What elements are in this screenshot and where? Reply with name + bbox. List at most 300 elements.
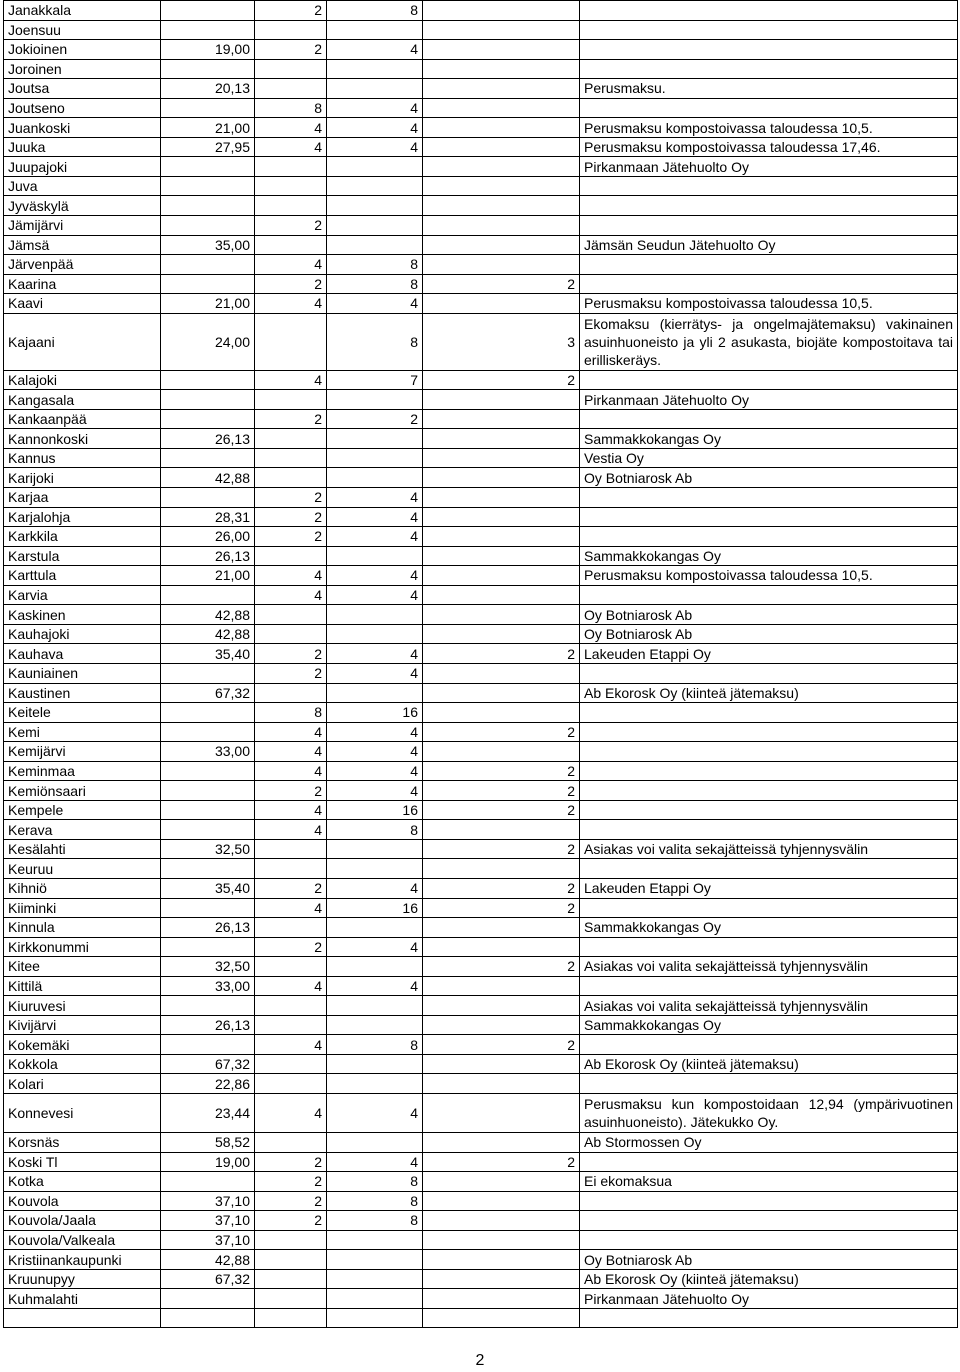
fee-cell [161, 703, 255, 723]
col-a-cell: 4 [255, 1093, 327, 1132]
fee-cell: 37,10 [161, 1230, 255, 1250]
note-cell [580, 488, 958, 508]
fee-cell: 67,32 [161, 1269, 255, 1289]
table-row [4, 255, 958, 275]
col-a-cell: 2 [255, 1191, 327, 1211]
col-a-cell: 4 [255, 370, 327, 390]
fee-cell: 32,50 [161, 839, 255, 859]
municipality-cell: Jämsä [4, 235, 161, 255]
fee-cell [161, 370, 255, 390]
table-row [4, 1211, 958, 1231]
col-a-cell [255, 1269, 327, 1289]
col-a-cell [255, 1054, 327, 1074]
table-row [4, 118, 958, 138]
fee-cell: 19,00 [161, 1152, 255, 1172]
col-b-cell [327, 468, 423, 488]
municipality-cell: Kinnula [4, 918, 161, 938]
col-b-cell: 4 [327, 566, 423, 586]
col-c-cell [423, 40, 580, 60]
col-b-cell: 4 [327, 1152, 423, 1172]
municipality-cell: Kannonkoski [4, 429, 161, 449]
col-b-cell: 7 [327, 370, 423, 390]
col-c-cell [423, 98, 580, 118]
note-cell: Perusmaksu. [580, 79, 958, 99]
col-b-cell [327, 859, 423, 879]
col-a-cell: 2 [255, 937, 327, 957]
col-a-cell: 2 [255, 40, 327, 60]
col-b-cell [327, 1074, 423, 1094]
table-body [4, 1, 958, 1328]
table-row [4, 820, 958, 840]
fee-cell [161, 1308, 255, 1328]
table-row [4, 918, 958, 938]
municipality-cell: Kalajoki [4, 370, 161, 390]
note-cell: Asiakas voi valita sekajätteissä tyhjennysvälin [580, 996, 958, 1016]
col-a-cell [255, 20, 327, 40]
col-b-cell: 4 [327, 781, 423, 801]
table-row [4, 409, 958, 429]
table-row [4, 722, 958, 742]
col-b-cell: 8 [327, 1211, 423, 1231]
municipality-cell: Joensuu [4, 20, 161, 40]
note-cell: Ab Stormossen Oy [580, 1132, 958, 1152]
col-a-cell: 8 [255, 703, 327, 723]
note-cell [580, 40, 958, 60]
col-c-cell: 2 [423, 274, 580, 294]
municipality-cell: Juva [4, 176, 161, 196]
col-b-cell: 16 [327, 703, 423, 723]
table-row [4, 98, 958, 118]
col-c-cell [423, 1191, 580, 1211]
col-a-cell: 2 [255, 878, 327, 898]
note-cell: Sammakkokangas Oy [580, 1015, 958, 1035]
col-c-cell [423, 1132, 580, 1152]
table-row [4, 137, 958, 157]
note-cell: Sammakkokangas Oy [580, 429, 958, 449]
note-cell [580, 800, 958, 820]
municipality-cell: Kempele [4, 800, 161, 820]
col-b-cell: 8 [327, 1035, 423, 1055]
table-row [4, 781, 958, 801]
fee-cell: 26,13 [161, 546, 255, 566]
col-a-cell [255, 1074, 327, 1094]
table-row [4, 448, 958, 468]
col-c-cell [423, 605, 580, 625]
table-row [4, 196, 958, 216]
fee-cell: 33,00 [161, 976, 255, 996]
col-b-cell: 4 [327, 507, 423, 527]
col-c-cell [423, 390, 580, 410]
col-c-cell: 3 [423, 313, 580, 370]
col-a-cell: 4 [255, 722, 327, 742]
fee-cell [161, 196, 255, 216]
col-a-cell: 4 [255, 742, 327, 762]
table-row [4, 1289, 958, 1309]
col-b-cell: 8 [327, 1191, 423, 1211]
col-c-cell [423, 118, 580, 138]
table-row [4, 996, 958, 1016]
col-b-cell [327, 79, 423, 99]
table-row [4, 976, 958, 996]
table-row [4, 957, 958, 977]
municipality-cell: Kemijärvi [4, 742, 161, 762]
col-a-cell: 4 [255, 800, 327, 820]
col-b-cell [327, 176, 423, 196]
table-row [4, 585, 958, 605]
note-cell [580, 898, 958, 918]
col-a-cell [255, 918, 327, 938]
fee-cell [161, 722, 255, 742]
fee-cell [161, 157, 255, 177]
col-b-cell: 4 [327, 137, 423, 157]
col-b-cell [327, 957, 423, 977]
municipality-cell: Karvia [4, 585, 161, 605]
col-c-cell [423, 1074, 580, 1094]
note-cell [580, 761, 958, 781]
note-cell [580, 507, 958, 527]
note-cell [580, 663, 958, 683]
col-a-cell: 4 [255, 294, 327, 314]
municipality-cell: Keuruu [4, 859, 161, 879]
col-b-cell [327, 1308, 423, 1328]
col-a-cell [255, 1289, 327, 1309]
col-a-cell [255, 1230, 327, 1250]
municipality-cell: Kaskinen [4, 605, 161, 625]
col-c-cell [423, 507, 580, 527]
fee-cell: 26,13 [161, 429, 255, 449]
col-a-cell: 8 [255, 98, 327, 118]
col-b-cell: 4 [327, 1093, 423, 1132]
municipality-cell: Keminmaa [4, 761, 161, 781]
municipality-cell: Kruunupyy [4, 1269, 161, 1289]
note-cell: Perusmaksu kun kompostoidaan 12,94 (ympärivuotinen asuinhuoneisto). Jätekukko Oy. [580, 1093, 958, 1132]
table-row [4, 507, 958, 527]
col-b-cell: 4 [327, 976, 423, 996]
col-a-cell [255, 859, 327, 879]
note-cell [580, 1191, 958, 1211]
municipality-cell: Kerava [4, 820, 161, 840]
col-a-cell: 4 [255, 1035, 327, 1055]
col-a-cell [255, 1250, 327, 1270]
col-c-cell [423, 255, 580, 275]
col-b-cell [327, 1132, 423, 1152]
col-c-cell [423, 742, 580, 762]
note-cell: Pirkanmaan Jätehuolto Oy [580, 390, 958, 410]
note-cell [580, 216, 958, 236]
col-c-cell [423, 157, 580, 177]
col-a-cell [255, 313, 327, 370]
col-c-cell [423, 196, 580, 216]
col-a-cell: 2 [255, 1152, 327, 1172]
col-c-cell [423, 137, 580, 157]
municipality-cell: Kajaani [4, 313, 161, 370]
fee-cell [161, 1, 255, 21]
col-c-cell [423, 663, 580, 683]
col-c-cell: 2 [423, 1152, 580, 1172]
col-a-cell: 2 [255, 409, 327, 429]
col-a-cell [255, 624, 327, 644]
municipality-cell: Kitee [4, 957, 161, 977]
municipality-cell: Kauhajoki [4, 624, 161, 644]
table-row [4, 1, 958, 21]
col-c-cell [423, 468, 580, 488]
fee-cell [161, 820, 255, 840]
note-cell [580, 703, 958, 723]
table-row [4, 488, 958, 508]
col-c-cell [423, 820, 580, 840]
municipality-cell: Karjaa [4, 488, 161, 508]
note-cell: Ab Ekorosk Oy (kiinteä jätemaksu) [580, 1269, 958, 1289]
note-cell [580, 59, 958, 79]
col-a-cell: 4 [255, 255, 327, 275]
fee-cell [161, 781, 255, 801]
col-a-cell [255, 683, 327, 703]
col-a-cell: 4 [255, 585, 327, 605]
note-cell: Sammakkokangas Oy [580, 918, 958, 938]
municipality-cell: Kemiönsaari [4, 781, 161, 801]
col-c-cell [423, 1308, 580, 1328]
col-c-cell: 2 [423, 370, 580, 390]
municipality-cell: Jokioinen [4, 40, 161, 60]
municipality-cell: Jämijärvi [4, 216, 161, 236]
col-b-cell: 8 [327, 1172, 423, 1192]
col-b-cell [327, 1289, 423, 1309]
municipality-cell: Janakkala [4, 1, 161, 21]
fee-cell [161, 274, 255, 294]
municipality-cell: Jyväskylä [4, 196, 161, 216]
note-cell: Oy Botniarosk Ab [580, 468, 958, 488]
col-b-cell [327, 1015, 423, 1035]
col-b-cell: 4 [327, 98, 423, 118]
note-cell [580, 820, 958, 840]
municipality-cell: Kaarina [4, 274, 161, 294]
municipality-cell: Kolari [4, 1074, 161, 1094]
col-c-cell [423, 176, 580, 196]
municipality-cell: Karkkila [4, 527, 161, 547]
municipality-cell: Kouvola/Valkeala [4, 1230, 161, 1250]
table-row [4, 800, 958, 820]
fee-cell: 35,40 [161, 644, 255, 664]
col-c-cell: 2 [423, 722, 580, 742]
col-c-cell [423, 1289, 580, 1309]
fee-cell: 20,13 [161, 79, 255, 99]
fee-cell [161, 996, 255, 1016]
fee-cell: 27,95 [161, 137, 255, 157]
col-a-cell [255, 957, 327, 977]
municipality-cell: Karjalohja [4, 507, 161, 527]
municipality-cell: Karijoki [4, 468, 161, 488]
note-cell [580, 1074, 958, 1094]
col-b-cell: 4 [327, 722, 423, 742]
col-c-cell [423, 683, 580, 703]
fee-cell [161, 390, 255, 410]
table-row [4, 761, 958, 781]
note-cell: Perusmaksu kompostoivassa taloudessa 10,5. [580, 566, 958, 586]
note-cell [580, 20, 958, 40]
col-c-cell [423, 624, 580, 644]
fee-cell [161, 663, 255, 683]
col-b-cell [327, 1230, 423, 1250]
fee-cell [161, 800, 255, 820]
table-row [4, 1191, 958, 1211]
col-a-cell [255, 546, 327, 566]
col-b-cell: 4 [327, 937, 423, 957]
col-c-cell [423, 585, 580, 605]
table-row [4, 274, 958, 294]
fee-cell: 26,13 [161, 918, 255, 938]
col-c-cell: 2 [423, 839, 580, 859]
col-a-cell [255, 1015, 327, 1035]
fee-cell [161, 761, 255, 781]
municipality-cell: Järvenpää [4, 255, 161, 275]
fee-cell: 35,40 [161, 878, 255, 898]
fee-cell: 26,13 [161, 1015, 255, 1035]
note-cell: Oy Botniarosk Ab [580, 624, 958, 644]
municipality-cell: Kokemäki [4, 1035, 161, 1055]
municipality-cell: Kuhmalahti [4, 1289, 161, 1309]
note-cell: Asiakas voi valita sekajätteissä tyhjennysvälin [580, 839, 958, 859]
note-cell [580, 98, 958, 118]
col-a-cell [255, 468, 327, 488]
fee-cell [161, 448, 255, 468]
table-row [4, 40, 958, 60]
col-a-cell: 4 [255, 820, 327, 840]
col-a-cell [255, 157, 327, 177]
municipality-cell: Korsnäs [4, 1132, 161, 1152]
col-c-cell [423, 918, 580, 938]
col-b-cell: 4 [327, 644, 423, 664]
fee-cell [161, 176, 255, 196]
municipality-cell: Kirkkonummi [4, 937, 161, 957]
col-c-cell [423, 527, 580, 547]
fee-cell [161, 937, 255, 957]
fee-cell: 33,00 [161, 742, 255, 762]
fee-cell [161, 1289, 255, 1309]
note-cell [580, 937, 958, 957]
fee-cell [161, 898, 255, 918]
note-cell [580, 742, 958, 762]
municipality-cell: Kihniö [4, 878, 161, 898]
municipality-cell: Joutsa [4, 79, 161, 99]
col-b-cell [327, 839, 423, 859]
col-a-cell: 4 [255, 137, 327, 157]
fee-cell: 22,86 [161, 1074, 255, 1094]
table-row [4, 1250, 958, 1270]
fee-cell: 28,31 [161, 507, 255, 527]
col-c-cell [423, 1093, 580, 1132]
municipality-fee-table [3, 0, 958, 1328]
note-cell [580, 1308, 958, 1328]
fee-cell: 26,00 [161, 527, 255, 547]
table-row [4, 878, 958, 898]
fee-cell: 42,88 [161, 624, 255, 644]
table-row [4, 663, 958, 683]
col-c-cell [423, 1172, 580, 1192]
col-b-cell: 2 [327, 409, 423, 429]
note-cell: Vestia Oy [580, 448, 958, 468]
col-a-cell: 2 [255, 527, 327, 547]
table-row [4, 1015, 958, 1035]
table-row [4, 429, 958, 449]
table-row [4, 742, 958, 762]
table-row [4, 390, 958, 410]
col-a-cell: 4 [255, 761, 327, 781]
col-b-cell: 4 [327, 585, 423, 605]
col-a-cell: 2 [255, 274, 327, 294]
table-row [4, 1054, 958, 1074]
table-row [4, 216, 958, 236]
fee-cell [161, 1035, 255, 1055]
col-a-cell [255, 79, 327, 99]
municipality-cell: Kotka [4, 1172, 161, 1192]
table-row [4, 20, 958, 40]
col-c-cell: 2 [423, 1035, 580, 1055]
fee-cell: 21,00 [161, 566, 255, 586]
col-b-cell [327, 683, 423, 703]
fee-cell: 24,00 [161, 313, 255, 370]
table-row [4, 59, 958, 79]
note-cell: Ab Ekorosk Oy (kiinteä jätemaksu) [580, 683, 958, 703]
note-cell: Oy Botniarosk Ab [580, 605, 958, 625]
note-cell: Perusmaksu kompostoivassa taloudessa 17,46. [580, 137, 958, 157]
col-c-cell [423, 488, 580, 508]
municipality-cell [4, 1308, 161, 1328]
col-b-cell [327, 216, 423, 236]
col-b-cell [327, 429, 423, 449]
fee-cell: 37,10 [161, 1191, 255, 1211]
table-row [4, 546, 958, 566]
table-row [4, 1093, 958, 1132]
table-row [4, 1132, 958, 1152]
note-cell: Oy Botniarosk Ab [580, 1250, 958, 1270]
col-c-cell [423, 976, 580, 996]
table-row [4, 644, 958, 664]
col-b-cell: 16 [327, 800, 423, 820]
col-b-cell: 8 [327, 313, 423, 370]
table-row [4, 839, 958, 859]
note-cell: Lakeuden Etappi Oy [580, 644, 958, 664]
fee-cell: 42,88 [161, 605, 255, 625]
fee-cell [161, 409, 255, 429]
col-c-cell: 2 [423, 761, 580, 781]
col-b-cell [327, 546, 423, 566]
col-b-cell: 4 [327, 40, 423, 60]
fee-cell: 42,88 [161, 468, 255, 488]
col-c-cell: 2 [423, 781, 580, 801]
fee-cell: 67,32 [161, 1054, 255, 1074]
col-a-cell: 2 [255, 644, 327, 664]
page-number: 2 [475, 1352, 485, 1369]
note-cell [580, 781, 958, 801]
municipality-cell: Kauhava [4, 644, 161, 664]
col-a-cell: 2 [255, 488, 327, 508]
col-c-cell: 2 [423, 957, 580, 977]
table-row [4, 176, 958, 196]
fee-cell [161, 20, 255, 40]
col-b-cell [327, 59, 423, 79]
fee-cell: 67,32 [161, 683, 255, 703]
note-cell: Pirkanmaan Jätehuolto Oy [580, 157, 958, 177]
col-c-cell [423, 1054, 580, 1074]
table-row [4, 1172, 958, 1192]
municipality-cell: Kivijärvi [4, 1015, 161, 1035]
fee-cell: 21,00 [161, 294, 255, 314]
col-c-cell [423, 1211, 580, 1231]
note-cell: Jämsän Seudun Jätehuolto Oy [580, 235, 958, 255]
col-b-cell: 8 [327, 274, 423, 294]
fee-cell [161, 59, 255, 79]
fee-cell: 19,00 [161, 40, 255, 60]
